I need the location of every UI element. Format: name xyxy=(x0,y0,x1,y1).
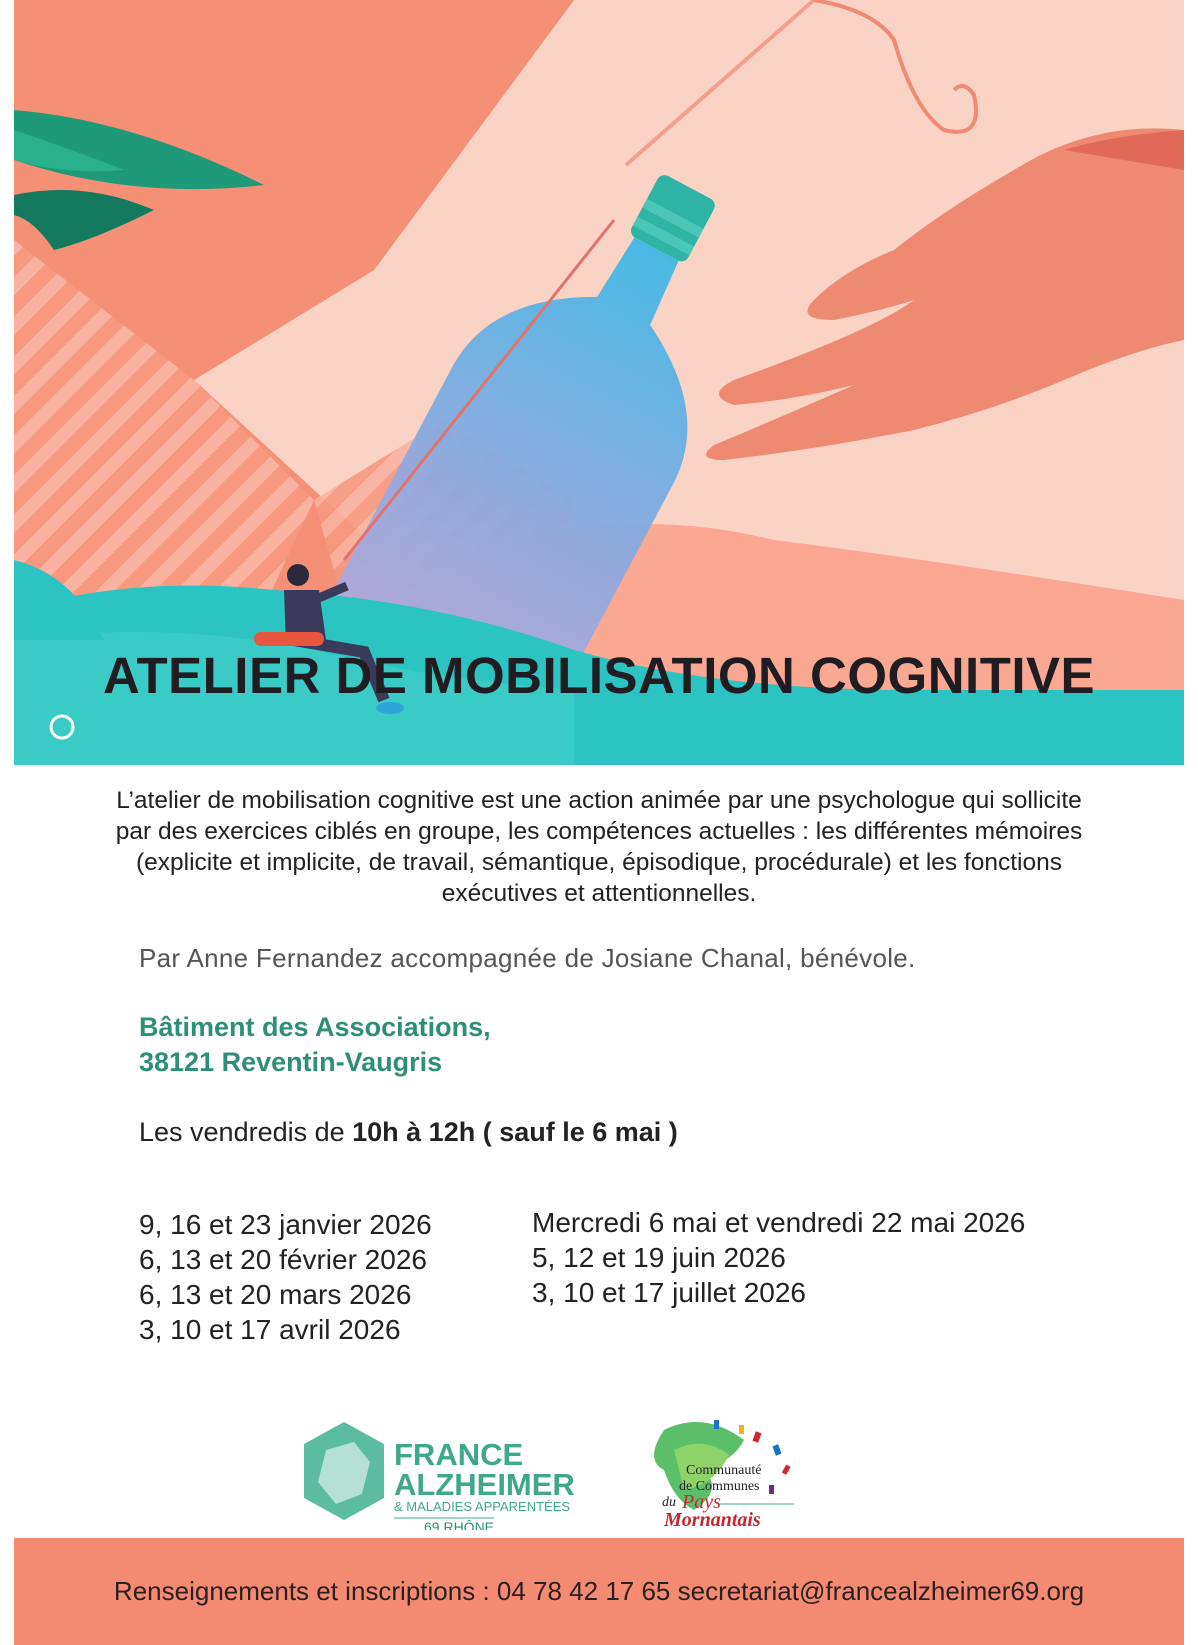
page-title: ATELIER DE MOBILISATION COGNITIVE xyxy=(102,647,1096,704)
address-line-1: Bâtiment des Associations, xyxy=(139,1012,491,1042)
france-alzheimer-logo xyxy=(304,1422,575,1530)
schedule xyxy=(139,1117,678,1148)
dates-list-left xyxy=(139,1207,432,1347)
dates-list-right xyxy=(532,1205,1025,1310)
date-item: Mercredi 6 mai et vendredi 22 mai 2026 xyxy=(532,1207,1026,1238)
ccpm-line-1: Communauté xyxy=(686,1463,762,1478)
fa-line-3: & MALADIES APPARENTÉES xyxy=(394,1499,571,1514)
fa-line-4: 69 RHÔNE xyxy=(424,1519,495,1530)
date-item: 3, 10 et 17 juillet 2026 xyxy=(532,1277,806,1308)
date-item: 9, 16 et 23 janvier 2026 xyxy=(139,1209,432,1240)
partner-logos xyxy=(14,1390,1184,1530)
date-item: 6, 13 et 20 février 2026 xyxy=(139,1244,427,1275)
fa-line-1: FRANCE xyxy=(394,1437,524,1472)
byline: Par Anne Fernandez accompagnée de Josiane Chanal, bénévole. xyxy=(139,943,916,973)
footer-banner xyxy=(14,1538,1184,1645)
date-item: 6, 13 et 20 mars 2026 xyxy=(139,1279,412,1310)
fa-line-2: ALZHEIMER xyxy=(394,1467,575,1502)
schedule-hours: 10h à 12h ( sauf le 6 mai ) xyxy=(352,1117,678,1147)
date-item: 5, 12 et 19 juin 2026 xyxy=(532,1242,786,1273)
ccpm-line-3: du xyxy=(662,1495,676,1510)
address xyxy=(139,1010,491,1080)
ccpm-line-5: Mornantais xyxy=(664,1509,761,1530)
poster xyxy=(14,0,1184,1645)
date-item: 3, 10 et 17 avril 2026 xyxy=(139,1314,401,1345)
address-line-2: 38121 Reventin-Vaugris xyxy=(139,1047,443,1077)
hero-illustration xyxy=(14,0,1184,765)
ccpm-line-4: Pays xyxy=(682,1491,721,1513)
schedule-prefix: Les vendredis de xyxy=(139,1117,353,1147)
ccpm-logo xyxy=(654,1420,794,1530)
contact-info: Renseignements et inscriptions : 04 78 42 17 65 secretariat@francealzheimer69.org xyxy=(113,1576,1085,1606)
ccpm-line-2: de Communes xyxy=(679,1479,760,1494)
logos xyxy=(14,1390,1184,1530)
intro-paragraph: L’atelier de mobilisation cognitive est une action animée par une psychologue qui sollicite par des exercices ciblés en groupe, les compétences actuelles : les différentes mémoires (explicite et implicite, de travail, sémantique, épisodique, procédurale) et les fonctions exécutives et attentionnelles. xyxy=(115,787,1083,907)
